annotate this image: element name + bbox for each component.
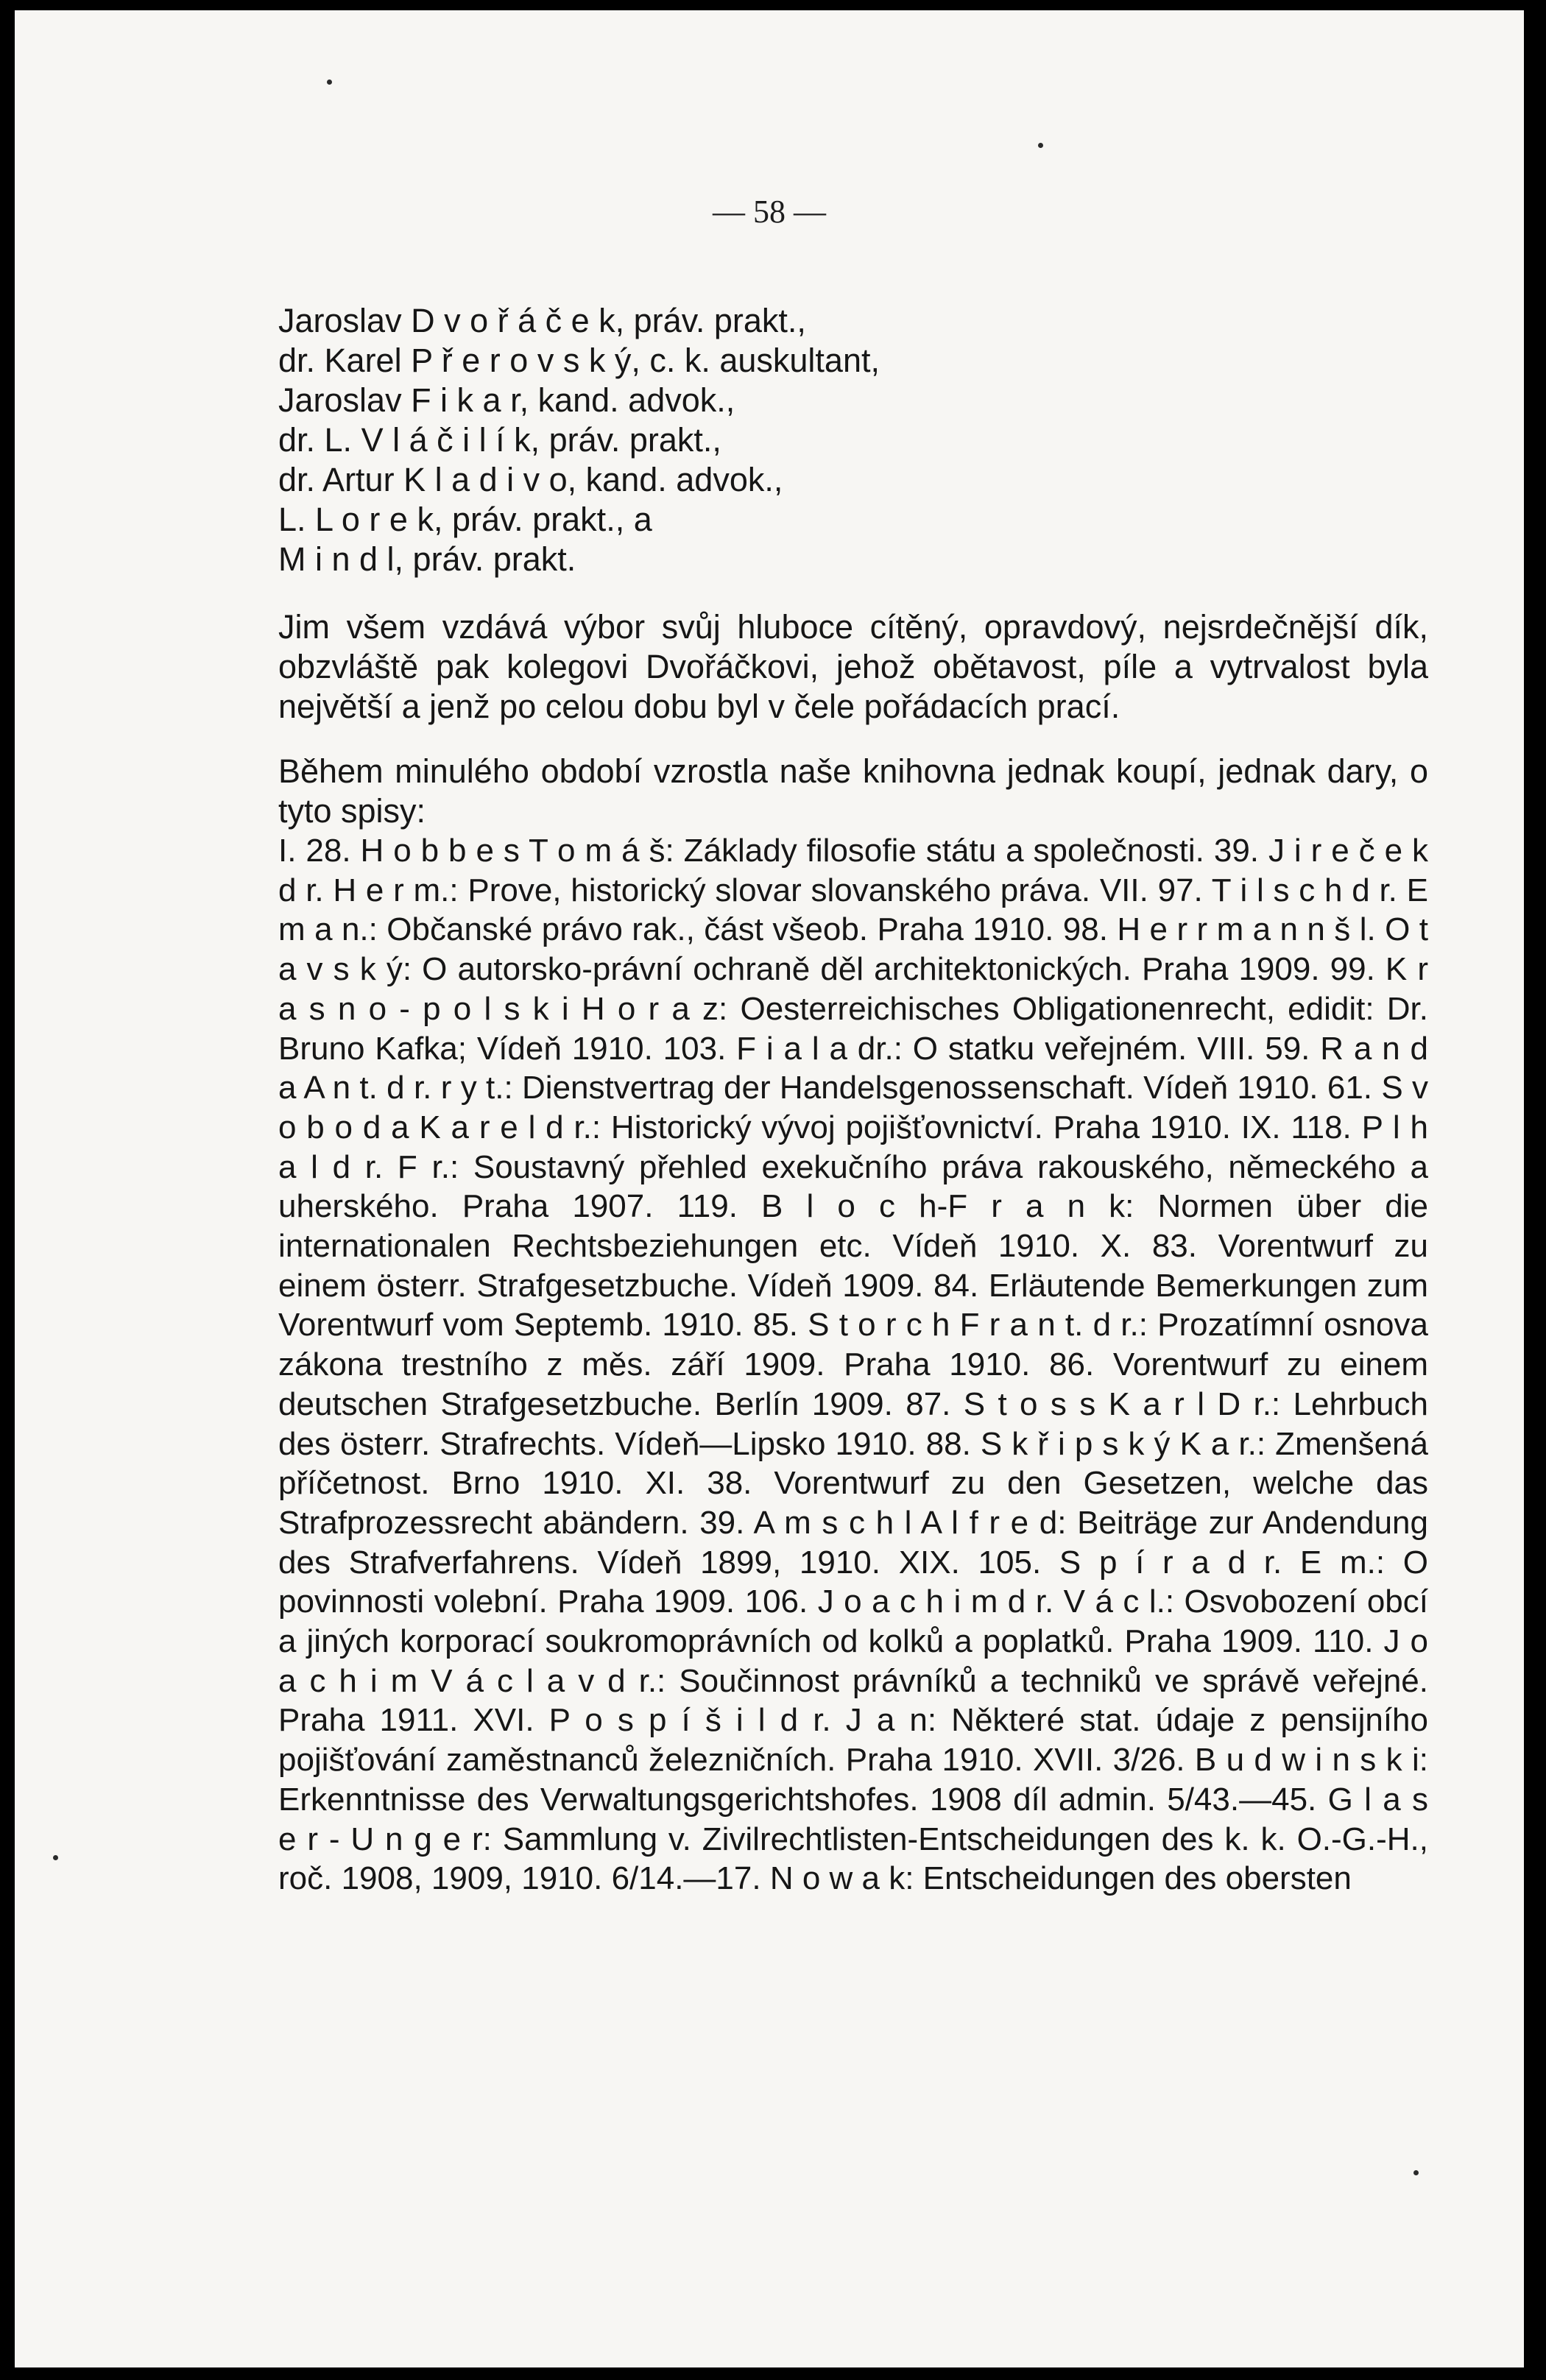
page-body bbox=[278, 301, 1428, 1899]
scanned-page bbox=[15, 10, 1524, 2367]
committee-member: dr. L. V l á č i l í k, práv. prakt., bbox=[278, 421, 721, 459]
scan-speck bbox=[53, 1855, 58, 1860]
library-intro-paragraph: Během minulého období vzrostla naše knihovna jednak koupí, jednak dary, o tyto spisy: bbox=[278, 752, 1428, 830]
committee-member: Jaroslav D v o ř á č e k, práv. prakt., bbox=[278, 302, 806, 339]
committee-member: dr. Artur K l a d i v o, kand. advok., bbox=[278, 461, 783, 498]
committee-member-list bbox=[278, 301, 1428, 579]
committee-member: M i n d l, práv. prakt. bbox=[278, 540, 576, 578]
committee-member: dr. Karel P ř e r o v s k ý, c. k. auskultant, bbox=[278, 342, 880, 379]
scan-speck bbox=[1413, 2170, 1419, 2175]
committee-member: Jaroslav F i k a r, kand. advok., bbox=[278, 381, 735, 419]
acquisitions-list: I. 28. H o b b e s T o m á š: Základy filosofie státu a společnosti. 39. J i r e č e k d r. H e r m.: Prove, historický slovar slovanského práva. VII. 97. T i l s c h d r. E m a n.: Občanské právo rak., část všeob. Praha 1910. 98. H e r r m a n n š l. O t a v s k ý: O autorsko-právní ochraně děl architektonických. Praha 1909. 99. K r a s n o - p o l s k i H o r a z: Oesterreichisches Obligationenrecht, edidit: Dr. Bruno Kafka; Vídeň 1910. 103. F i a l a dr.: O statku veřejném. VIII. 59. R a n d a A n t. d r. r y t.: Dienstvertrag der Handelsgenossenschaft. Vídeň 1910. 61. S v o b o d a K a r e l d r.: Historický vývoj pojišťovnictví. Praha 1910. IX. 118. P l h a l d r. F r.: Soustavný přehled exekučního práva rakouského, německého a uherského. Praha 1907. 119. B l o c h-F r a n k: Normen über die internationalen Rechtsbeziehungen etc. Vídeň 1910. X. 83. Vorentwurf zu einem österr. Strafgesetzbuche. Vídeň 1909. 84. Erläutende Bemerkungen zum Vorentwurf vom Septemb. 1910. 85. S t o r c h F r a n t. d r.: Prozatímní osnova zákona trestního z měs. září 1909. Praha 1910. 86. Vorentwurf zu einem deutschen Strafgesetzbuche. Berlín 1909. 87. S t o s s K a r l D r.: Lehrbuch des österr. Strafrechts. Vídeň—Lipsko 1910. 88. S k ř i p s k ý K a r.: Zmenšená příčetnost. Brno 1910. XI. 38. Vorentwurf zu den Gesetzen, welche das Strafprozessrecht abändern. 39. A m s c h l A l f r e d: Beiträge zur Andendung des Strafverfahrens. Vídeň 1899, 1910. XIX. 105. S p í r a d r. E m.: O povinnosti volební. Praha 1909. 106. J o a c h i m d r. V á c l.: Osvobození obcí a jiných korporací soukromoprávních od kolků a poplatků. Praha 1909. 110. J o a c h i m V á c l a v d r.: Součinnost právníků a techniků ve správě veřejné. Praha 1911. XVI. P o s p í š i l d r. J a n: Některé stat. údaje z pensijního pojišťování zaměstnanců železničních. Praha 1910. XVII. 3/26. B u d w i n s k i: Erkenntnisse des Verwaltungsgerichtshofes. 1908 díl admin. 5/43.—45. G l a s e r - U n g e r: Sammlung v. Zivilrechtlisten-Entscheidungen des k. k. O.-G.-H., roč. 1908, 1909, 1910. 6/14.—17. N o w a k: Entscheidungen des obersten bbox=[278, 833, 1428, 1897]
thanks-paragraph: Jim všem vzdává výbor svůj hluboce cítěný, opravdový, nejsrdečnější dík, obzvláště pak kolegovi Dvořáčkovi, jehož obětavost, píle a vytrvalost byla největší a jenž po celou dobu byl v čele pořádacích prací. bbox=[278, 608, 1428, 725]
committee-member: L. L o r e k, práv. prakt., a bbox=[278, 501, 652, 538]
scan-speck bbox=[327, 80, 332, 85]
scan-speck bbox=[1038, 143, 1043, 148]
page-number: — 58 — bbox=[713, 194, 826, 230]
